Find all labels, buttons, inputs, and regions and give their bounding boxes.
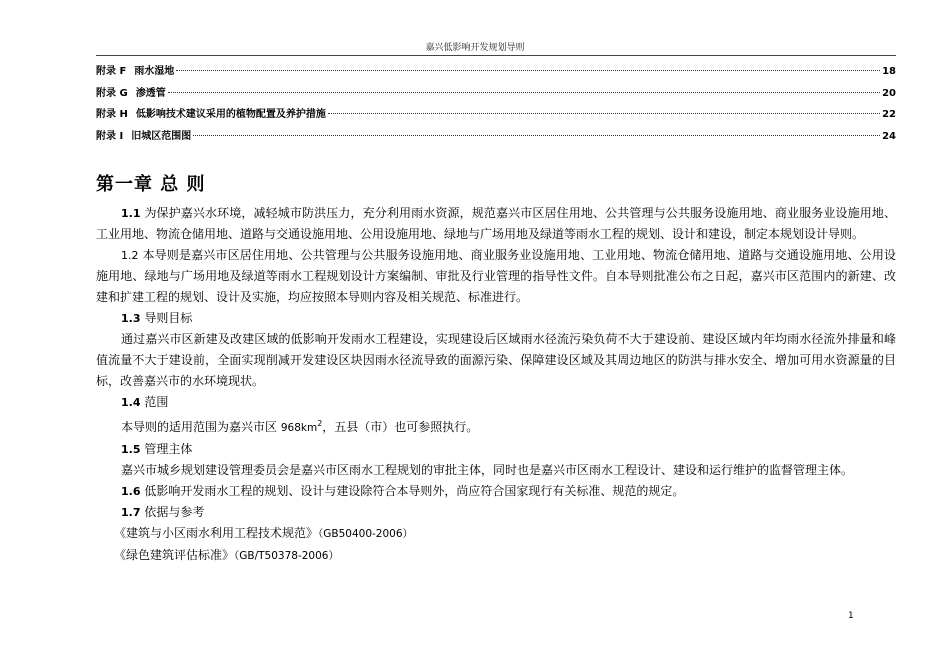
- section-1-5-body: 嘉兴市城乡规划建设管理委员会是嘉兴市区雨水工程规划的审批主体，同时也是嘉兴市区雨水工程设计、建设和运行维护的监督管理主体。: [121, 463, 854, 477]
- toc-prefix: 附录 F: [96, 66, 127, 77]
- section-heading: 范围: [140, 395, 169, 409]
- scope-text-before: 本导则的适用范围为嘉兴市区: [121, 420, 281, 434]
- toc-prefix: 附录 H: [96, 109, 128, 120]
- chapter-title: 第一章 总 则: [96, 174, 206, 195]
- scope-area-superscript: 2: [317, 419, 323, 428]
- section-heading: 管理主体: [140, 442, 193, 456]
- toc-page-number: 18: [882, 66, 896, 77]
- section-number: 1.4: [121, 396, 141, 409]
- toc-entry-appendix-g[interactable]: [96, 84, 896, 106]
- table-of-contents: [96, 62, 896, 148]
- section-text: 为保护嘉兴水环境，减轻城市防洪压力，充分利用雨水资源，规范嘉兴市区居住用地、公共管理与公共服务设施用地、商业服务业设施用地、工业用地、物流仓储用地、道路与交通设施用地、公用设施用地、绿地与广场用地及绿道等雨水工程的规划、设计和建设，制定本规划设计导则。: [96, 206, 896, 241]
- toc-leader: [193, 135, 880, 136]
- section-1-5-heading: [96, 439, 896, 460]
- reference-item: [96, 523, 896, 545]
- section-number: 1.6: [121, 485, 141, 498]
- section-1-4-body: [96, 413, 896, 439]
- section-number: 1.3: [121, 312, 141, 325]
- section-1-2: [96, 245, 896, 308]
- section-1-7-heading: [96, 502, 896, 523]
- section-number: 1.2: [121, 249, 139, 262]
- section-number: 1.7: [121, 506, 141, 519]
- section-1-1: [96, 203, 896, 245]
- section-1-4-heading: [96, 392, 896, 413]
- section-text: 本导则是嘉兴市区居住用地、公共管理与公共服务设施用地、商业服务业设施用地、工业用地、物流仓储用地、道路与交通设施用地、公用设施用地、绿地与广场用地及绿道等雨水工程规划设计方案编制、审批及行业管理的指导性文件。自本导则批准公布之日起，嘉兴市区范围内的新建、改建和扩建工程的规划、设计及实施，均应按照本导则内容及相关规范、标准进行。: [96, 248, 896, 304]
- reference-code: （GB50400-2006）: [318, 528, 414, 540]
- toc-leader: [168, 92, 880, 93]
- scope-area: 968km: [280, 422, 318, 434]
- section-1-3-body: 通过嘉兴市区新建及改建区域的低影响开发雨水工程建设，实现建设后区域雨水径流污染负荷不大于建设前、建设区域内年均雨水径流外排量和峰值流量不大于建设前，全面实现削减开发建设区块因雨水径流导致的面源污染、保障建设区域及其周边地区的防洪与排水安全、增加可用水资源量的目标，改善嘉兴市的水环境现状。: [96, 332, 896, 388]
- section-heading: 导则目标: [140, 311, 193, 325]
- toc-leader: [176, 70, 880, 71]
- toc-title: 雨水湿地: [134, 66, 175, 77]
- toc-entry-appendix-i[interactable]: [96, 127, 896, 149]
- toc-page-number: 22: [882, 109, 896, 120]
- section-1-6: [96, 481, 896, 502]
- scope-text-after: ，五县（市）也可参照执行。: [322, 420, 479, 434]
- section-1-3-heading: [96, 308, 896, 329]
- section-number: 1.1: [121, 207, 141, 220]
- toc-prefix: 附录 G: [96, 87, 128, 99]
- toc-page-number: 24: [882, 130, 896, 142]
- toc-title: 渗透管: [135, 87, 166, 99]
- toc-page-number: 20: [882, 87, 896, 99]
- toc-title: 旧城区范围图: [131, 130, 192, 142]
- header-rule: [96, 55, 896, 56]
- section-number: 1.5: [121, 443, 141, 456]
- toc-entry-appendix-h[interactable]: [96, 105, 896, 127]
- section-text: 低影响开发雨水工程的规划、设计与建设除符合本导则外，尚应符合国家现行有关标准、规范的规定。: [140, 484, 685, 498]
- reference-item: [96, 545, 896, 567]
- page-header: 嘉兴低影响开发规划导则: [425, 43, 525, 53]
- toc-prefix: 附录 I: [96, 130, 124, 142]
- chapter-body: [96, 203, 896, 567]
- toc-title: 低影响技术建议采用的植物配置及养护措施: [135, 109, 326, 120]
- toc-leader: [328, 113, 880, 114]
- page-number: 1: [848, 611, 854, 621]
- reference-title: 《建筑与小区雨水利用工程技术规范》: [114, 526, 319, 540]
- reference-code: （GB/T50378-2006）: [234, 550, 339, 562]
- toc-entry-appendix-f[interactable]: [96, 62, 896, 84]
- reference-title: 《绿色建筑评估标准》: [114, 548, 235, 562]
- section-heading: 依据与参考: [140, 505, 205, 519]
